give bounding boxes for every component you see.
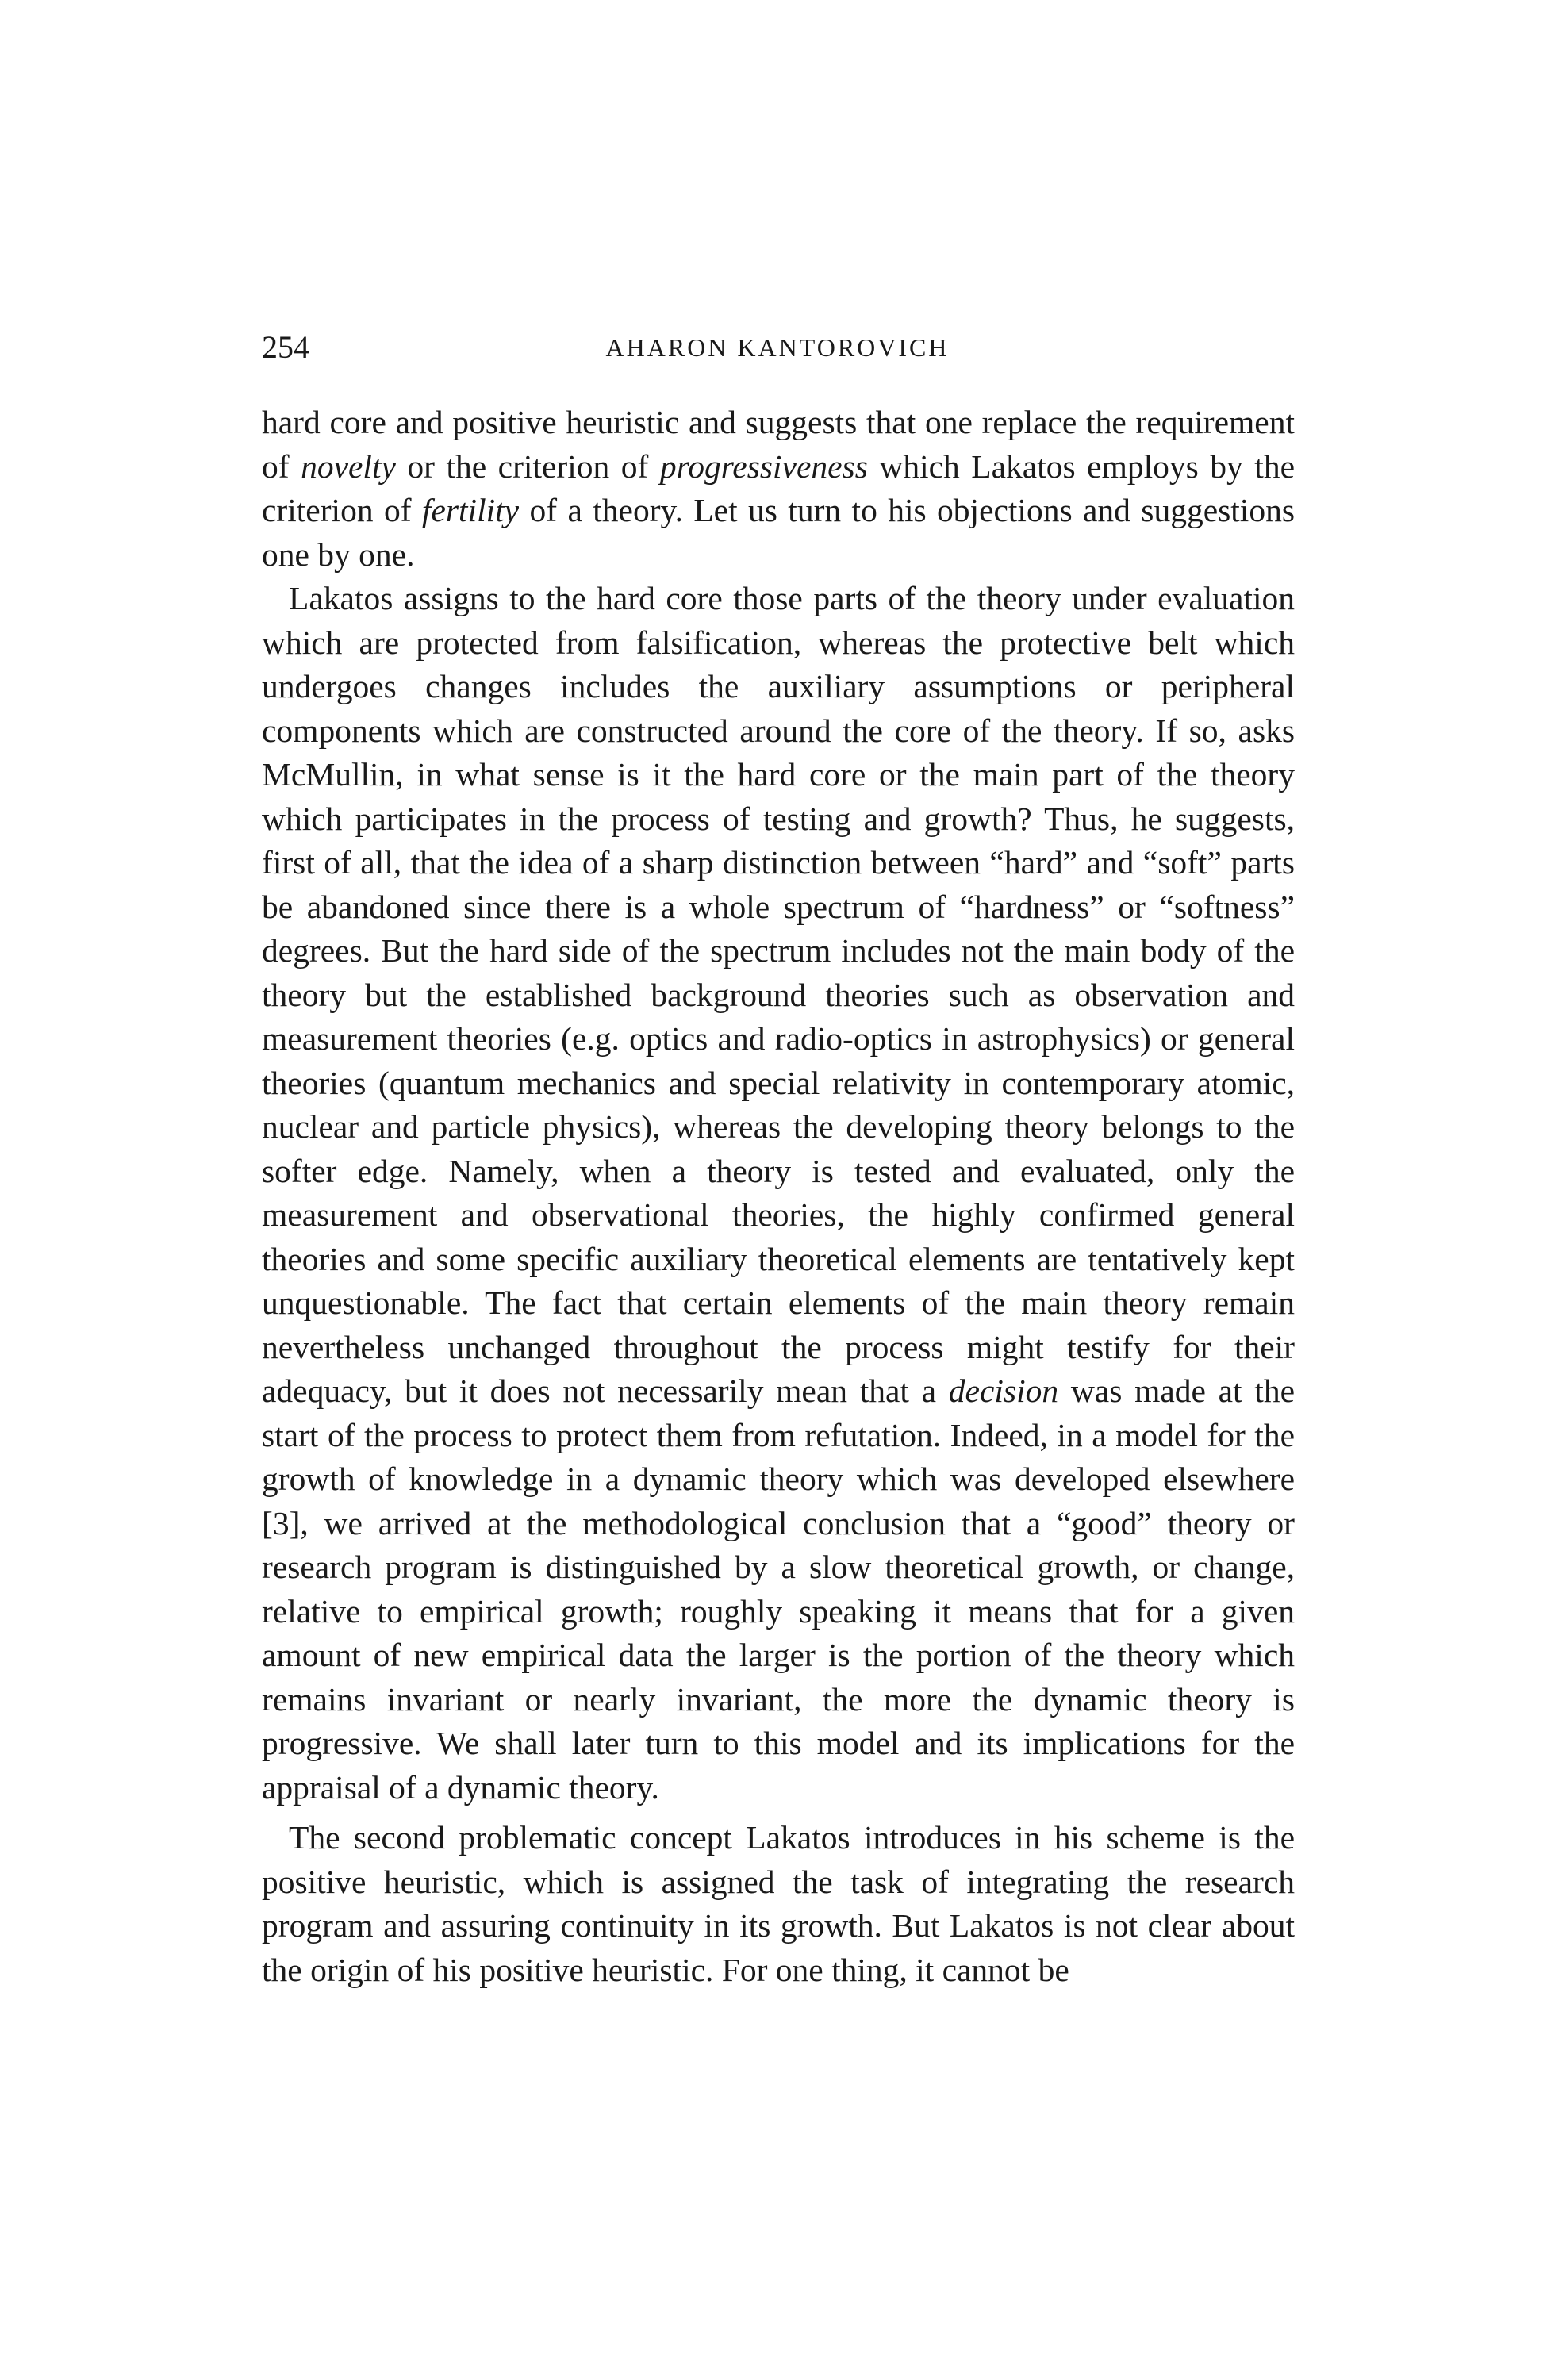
text-run: The second problematic concept Lakatos introduces in his scheme is the positive heuristic, which is assigned the task of integrating the research program and assuring continuity in its growth. But Lakatos is not clear about the origin of his positive heuristic. For one thing, it cannot be <box>262 1819 1295 1988</box>
text-run: which Lakatos employs by the criterion of <box>262 447 1295 528</box>
paragraph <box>262 401 1295 577</box>
italic-term-fertility: fertility <box>421 492 520 528</box>
text-run: was made at the start of the process to protect them from refutation. Indeed, in a model for the growth of knowledge in a dynamic theory which was developed elsewhere [3], we arrived at the methodological conclusion that a “good” theory or research program is distinguished by a slow theoretical growth, or change, relative to empirical growth; roughly speaking it means that for a given amount of new empirical data the larger is the portion of the theory which remains invariant or nearly invariant, the more the dynamic theory is progressive. We shall later turn to this model and its implications for the appraisal of a dynamic theory. <box>262 1372 1295 1806</box>
italic-term-novelty: novelty <box>301 447 396 485</box>
text-run: or the criterion of <box>395 447 660 485</box>
paragraph <box>262 577 1295 1810</box>
text-run: of a theory. Let us turn to his objections and suggestions one by one. <box>262 492 1295 573</box>
body-text <box>262 401 1295 1992</box>
page-header <box>262 324 1293 371</box>
italic-term-progressiveness: progressiveness <box>659 447 868 485</box>
text-run: Lakatos assigns to the hard core those parts of the theory under evaluation which are protected from falsification, whereas the protective belt which undergoes changes includes the auxiliary assumptions or peripheral components which are constructed around the core of the theory. If so, asks McMullin, in what sense is it the hard core or the main part of the theory which participates in the process of testing and growth? Thus, he suggests, first of all, that the idea of a sharp distinction between “hard” and “soft” parts be abandoned since there is a whole spectrum of “hardness” or “softness” degrees. But the hard side of the spectrum includes not the main body of the theory but the established background theories such as observation and measurement theories (e.g. optics and radio-optics in astrophysics) or general theories (quantum mechanics and special relativity in contemporary atomic, nuclear and particle physics), whereas the developing theory belongs to the softer edge. Namely, when a theory is tested and evaluated, only the measurement and observational theories, the highly confirmed general theories and some specific auxiliary theoretical elements are tentatively kept unquestionable. The fact that certain elements of the main theory remain nevertheless unchanged throughout the process might testify for their adequacy, but it does not necessarily mean that a <box>262 580 1295 1409</box>
italic-term-decision: decision <box>948 1372 1059 1409</box>
text-run: hard core and positive heuristic and suggests that one replace the requirement of <box>262 404 1295 485</box>
running-head: AHARON KANTOROVICH <box>605 333 950 362</box>
page-number: 254 <box>262 329 309 365</box>
paragraph <box>262 1816 1295 1992</box>
